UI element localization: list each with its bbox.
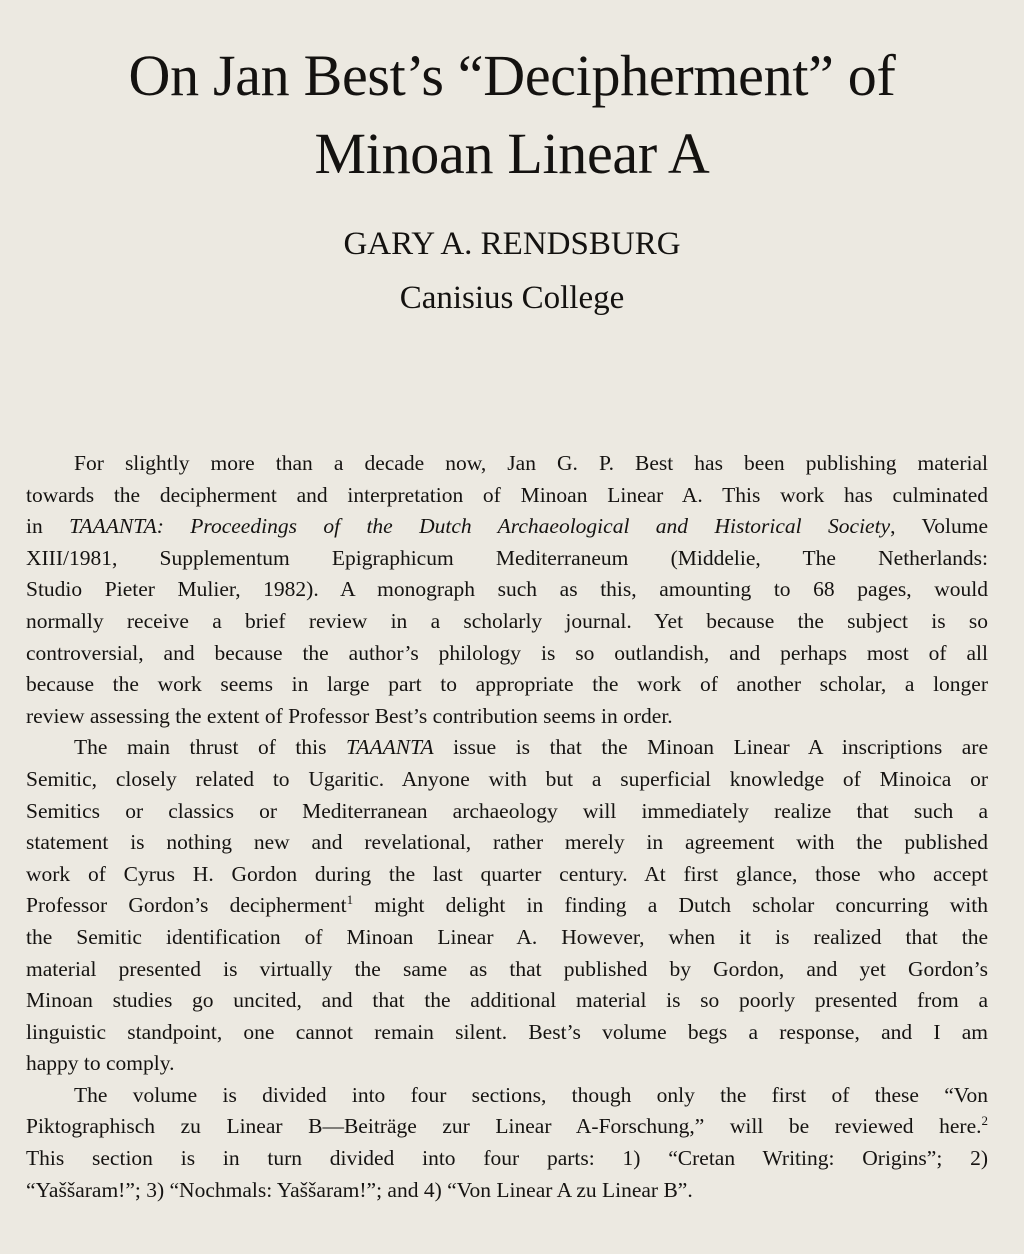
paragraph-3-line (26, 1111, 988, 1143)
article-title-line-1: On Jan Best’s “Decipherment” of (128, 43, 896, 108)
text-run: issue is that the Minoan Linear A inscriptions are (433, 735, 988, 760)
paragraph-2-line: Semitic, closely related to Ugaritic. Anyone with but a superficial knowledge of Minoica or (26, 766, 988, 791)
article-body (26, 448, 988, 1206)
paragraph-1-line: For slightly more than a decade now, Jan G. P. Best has been publishing material (74, 451, 988, 475)
paragraph-2-line: Minoan studies go uncited, and that the additional material is so poorly presented from a (26, 988, 988, 1013)
paragraph-3-line: “Yaššaram!”; 3) “Nochmals: Yaššaram!”; and 4) “Von Linear A zu Linear B”. (26, 1177, 693, 1202)
text-run: The main thrust of this (74, 735, 347, 760)
paragraph-1-line: review assessing the extent of Professor Best’s contribution seems in order. (26, 703, 673, 728)
paragraph-2-line: linguistic standpoint, one cannot remain silent. Best’s volume begs a response, and I am (26, 1019, 988, 1044)
text-run: , Volume (890, 514, 989, 539)
paragraph-1-line: XIII/1981, Supplementum Epigraphicum Mediterraneum (Middelie, The Netherlands: (26, 545, 988, 570)
paragraph-1-line: normally receive a brief review in a scholarly journal. Yet because the subject is so (26, 608, 988, 633)
footnote-marker: 2 (981, 1113, 988, 1129)
paragraph-1-line: controversial, and because the author’s philology is so outlandish, and perhaps most of all (26, 640, 988, 665)
paragraph-2-line: work of Cyrus H. Gordon during the last quarter century. At first glance, those who accept (26, 861, 988, 886)
paragraph-2-line: happy to comply. (26, 1051, 175, 1076)
text-run: Piktographisch zu Linear B—Beiträge zur Linear A-Forschung,” will be reviewed here. (26, 1114, 982, 1139)
paragraph-2-line: the Semitic identification of Minoan Linear A. However, when it is realized that the (26, 924, 988, 949)
text-run: might delight in finding a Dutch scholar concurring with (353, 893, 988, 918)
text-run: in (26, 514, 70, 539)
paragraph-2-line (26, 890, 988, 922)
journal-title: TAAANTA: Proceedings of the Dutch Archaeological and Historical Society (69, 514, 891, 539)
article-title-line-2: Minoan Linear A (314, 121, 710, 186)
author-institution: Canisius College (399, 280, 625, 316)
journal-title: TAAANTA (346, 735, 434, 760)
paragraph-2-line: statement is nothing new and revelational, rather merely in agreement with the published (26, 830, 988, 855)
paragraph-3-line: This section is in turn divided into four parts: 1) “Cretan Writing: Origins”; 2) (26, 1146, 988, 1171)
paragraph-1-line: Studio Pieter Mulier, 1982). A monograph such as this, amounting to 68 pages, would (26, 577, 988, 602)
paragraph-2-line (26, 732, 988, 764)
paragraph-2-line: Semitics or classics or Mediterranean archaeology will immediately realize that such a (26, 798, 988, 823)
paragraph-1-line (26, 511, 988, 543)
footnote-marker: 1 (346, 892, 354, 908)
paragraph-1-line: towards the decipherment and interpretation of Minoan Linear A. This work has culminated (26, 482, 988, 507)
paragraph-2-line: material presented is virtually the same as that published by Gordon, and yet Gordon’s (26, 956, 988, 981)
author-name: GARY A. RENDSBURG (343, 226, 681, 262)
paragraph-3-line: The volume is divided into four sections, though only the first of these “Von (74, 1082, 988, 1107)
paragraph-1-line: because the work seems in large part to appropriate the work of another scholar, a longer (26, 672, 988, 697)
text-run: Professor Gordon’s decipherment (26, 893, 347, 918)
